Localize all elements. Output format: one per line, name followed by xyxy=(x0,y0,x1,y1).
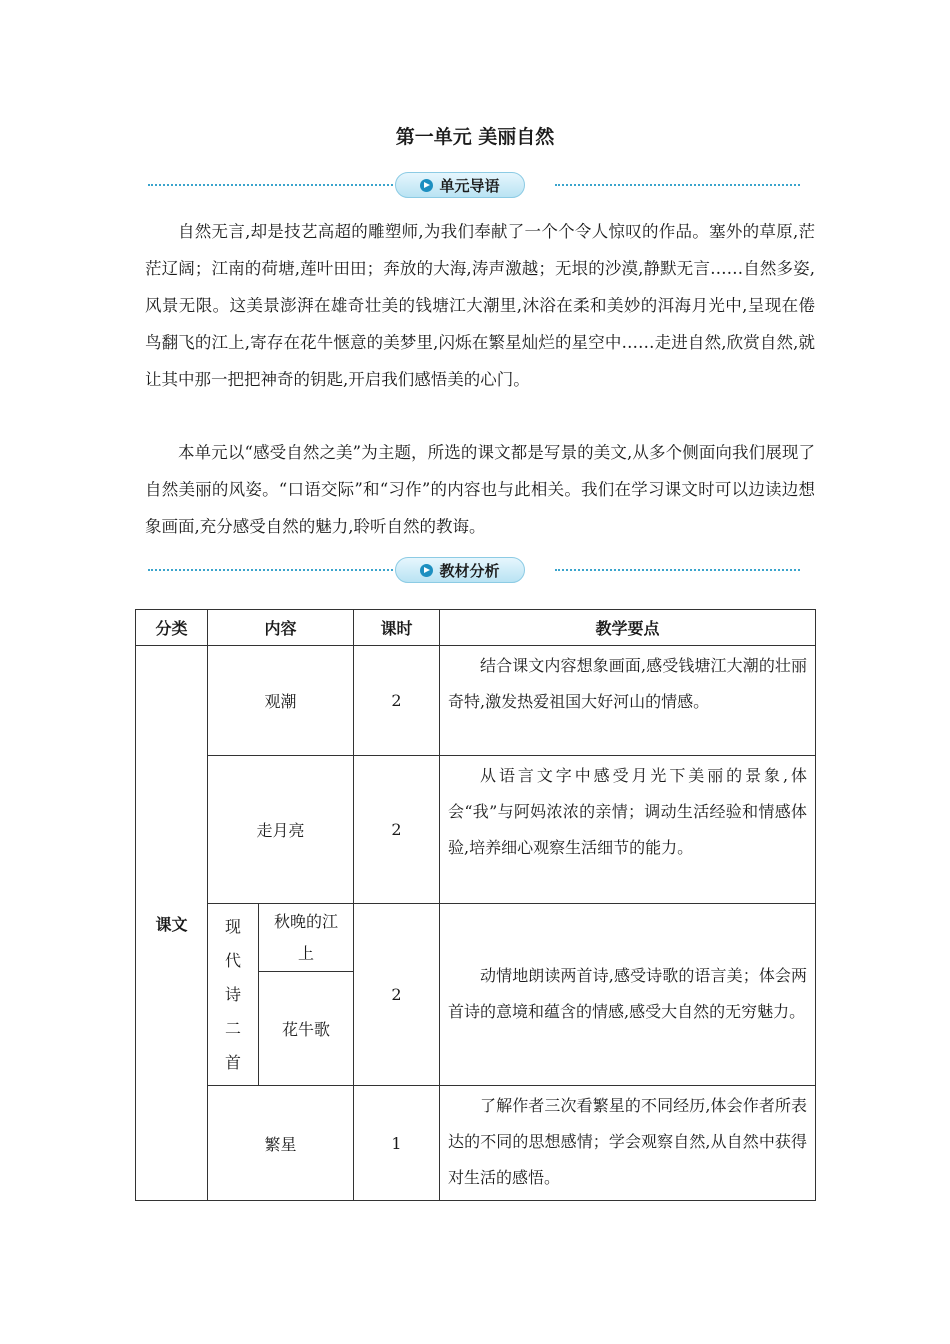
header-points: 教学要点 xyxy=(440,610,816,646)
hours-cell: 1 xyxy=(354,1086,440,1201)
category-cell: 课文 xyxy=(136,646,208,1201)
intro-paragraph-1: 自然无言,却是技艺高超的雕塑师,为我们奉献了一个个令人惊叹的作品。塞外的草原,茫茫辽阔；江南的荷塘,莲叶田田；奔放的大海,涛声激越；无垠的沙漠,静默无言……自然多姿,风景无限。这美景澎湃在雄奇壮美的钱塘江大潮里,沐浴在柔和美妙的洱海月光中,呈现在倦鸟翻飞的江上,寄存在花牛惬意的美梦里,闪烁在繁星灿烂的星空中……走进自然,欣赏自然,就让其中那一把把神奇的钥匙,开启我们感悟美的心门。 xyxy=(145,222,815,389)
section-header-analysis xyxy=(148,557,800,583)
points-cell: 从语言文字中感受月光下美丽的景象,体会“我”与阿妈浓浓的亲情；调动生活经验和情感体验,培养细心观察生活细节的能力。 xyxy=(440,756,816,904)
hours-cell: 2 xyxy=(354,646,440,756)
section-header-intro xyxy=(148,172,800,198)
section-label: 单元导语 xyxy=(439,176,500,195)
table-header-row xyxy=(136,610,816,646)
hours-cell: 2 xyxy=(354,756,440,904)
dotted-divider xyxy=(555,569,800,571)
section-label: 教材分析 xyxy=(439,561,500,580)
table-row xyxy=(136,646,816,756)
sub-content-cell: 花牛歌 xyxy=(259,972,354,1086)
sub-content-cell: 秋晚的江上 xyxy=(259,904,354,972)
intro-paragraph-2: 本单元以“感受自然之美”为主题，所选的课文都是写景的美文,从多个侧面向我们展现了自然美丽的风姿。“口语交际”和“习作”的内容也与此相关。我们在学习课文时可以边读边想象画面,充分感受自然的魅力,聆听自然的教诲。 xyxy=(145,443,815,536)
dotted-divider xyxy=(555,184,800,186)
dotted-divider xyxy=(148,569,393,571)
arrow-right-icon xyxy=(420,564,433,577)
table-row xyxy=(136,904,816,972)
page-title: 第一单元 美丽自然 xyxy=(395,126,555,148)
points-cell: 动情地朗读两首诗,感受诗歌的语言美；体会两首诗的意境和蕴含的情感,感受大自然的无穷魅力。 xyxy=(440,904,816,1086)
table-row xyxy=(136,756,816,904)
section-pill xyxy=(395,557,525,583)
points-cell: 结合课文内容想象画面,感受钱塘江大潮的壮丽奇特,激发热爱祖国大好河山的情感。 xyxy=(440,646,816,756)
hours-cell: 2 xyxy=(354,904,440,1086)
dotted-divider xyxy=(148,184,393,186)
content-cell: 走月亮 xyxy=(208,756,354,904)
section-pill xyxy=(395,172,525,198)
points-cell: 了解作者三次看繁星的不同经历,体会作者所表达的不同的思想感情；学会观察自然,从自然中获得对生活的感悟。 xyxy=(440,1086,816,1201)
group-cell: 现 代 诗 二 首 xyxy=(208,904,259,1086)
analysis-table xyxy=(135,609,816,1201)
header-hours: 课时 xyxy=(354,610,440,646)
table-row xyxy=(136,1086,816,1201)
content-cell: 繁星 xyxy=(208,1086,354,1201)
header-content: 内容 xyxy=(208,610,354,646)
header-category: 分类 xyxy=(136,610,208,646)
arrow-right-icon xyxy=(420,179,433,192)
content-cell: 观潮 xyxy=(208,646,354,756)
